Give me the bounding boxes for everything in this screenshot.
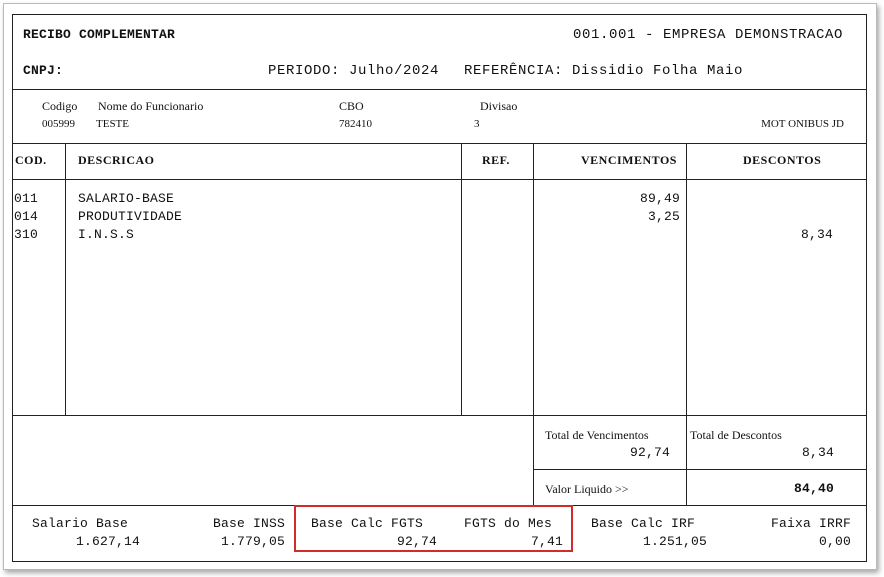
col-divider	[533, 143, 534, 505]
row-cod: 011	[14, 191, 39, 206]
row-descricao: I.N.S.S	[78, 227, 135, 242]
base-inss-value: 1.779,05	[220, 534, 285, 549]
col-divider	[461, 143, 462, 415]
divider	[13, 415, 866, 416]
codigo-label: Codigo	[42, 99, 78, 113]
salario-base-label: Salario Base	[31, 516, 128, 531]
valor-liquido-label: Valor Liquido >>	[545, 482, 629, 496]
funcao-value: MOT ONIBUS JD	[761, 118, 844, 130]
total-descontos-value: 8,34	[801, 445, 834, 460]
total-vencimentos-label: Total de Vencimentos	[545, 428, 649, 442]
row-cod: 310	[14, 227, 39, 242]
cbo-value: 782410	[339, 118, 372, 130]
divisao-label: Divisao	[480, 99, 518, 113]
nome-label: Nome do Funcionario	[98, 99, 204, 113]
divider	[533, 469, 866, 470]
salario-base-value: 1.627,14	[75, 534, 140, 549]
payslip-document	[12, 14, 867, 562]
faixa-irrf-value: 0,00	[818, 534, 851, 549]
fgts-mes-label: FGTS do Mes	[464, 516, 553, 531]
row-vencimentos: 3,25	[647, 209, 680, 224]
base-irrf-label: Base Calc IRF	[591, 516, 696, 531]
cnpj-label: CNPJ:	[23, 63, 64, 78]
valor-liquido-value: 84,40	[793, 481, 834, 496]
divisao-value: 3	[474, 118, 480, 130]
col-header-descricao: DESCRICAO	[78, 153, 155, 167]
periodo: PERIODO: Julho/2024	[268, 63, 440, 79]
divider	[13, 143, 866, 144]
faixa-irrf-label: Faixa IRRF	[770, 516, 851, 531]
row-vencimentos: 89,49	[639, 191, 680, 206]
col-header-vencimentos: VENCIMENTOS	[581, 153, 677, 167]
col-header-cod: COD.	[15, 153, 47, 167]
fgts-mes-value: 7,41	[530, 534, 563, 549]
base-fgts-value: 92,74	[396, 534, 437, 549]
base-fgts-label: Base Calc FGTS	[311, 516, 424, 531]
total-descontos-label: Total de Descontos	[690, 428, 782, 442]
row-cod: 014	[14, 209, 39, 224]
row-descontos: 8,34	[800, 227, 833, 242]
divider	[13, 179, 866, 180]
col-divider	[686, 143, 687, 505]
row-descricao: SALARIO-BASE	[78, 191, 175, 206]
company-name: 001.001 - EMPRESA DEMONSTRACAO	[573, 27, 844, 43]
total-vencimentos-value: 92,74	[629, 445, 670, 460]
referencia: REFERÊNCIA: Dissidio Folha Maio	[464, 63, 744, 79]
base-irrf-value: 1.251,05	[642, 534, 707, 549]
doc-title: RECIBO COMPLEMENTAR	[23, 27, 176, 42]
codigo-value: 005999	[42, 118, 75, 130]
divider	[13, 89, 866, 90]
row-descricao: PRODUTIVIDADE	[78, 209, 183, 224]
col-divider	[65, 143, 66, 415]
base-inss-label: Base INSS	[212, 516, 285, 531]
col-header-descontos: DESCONTOS	[743, 153, 822, 167]
cbo-label: CBO	[339, 99, 364, 113]
col-header-ref: REF.	[482, 153, 510, 167]
nome-value: TESTE	[96, 118, 129, 130]
fgts-highlight-box	[294, 505, 573, 552]
